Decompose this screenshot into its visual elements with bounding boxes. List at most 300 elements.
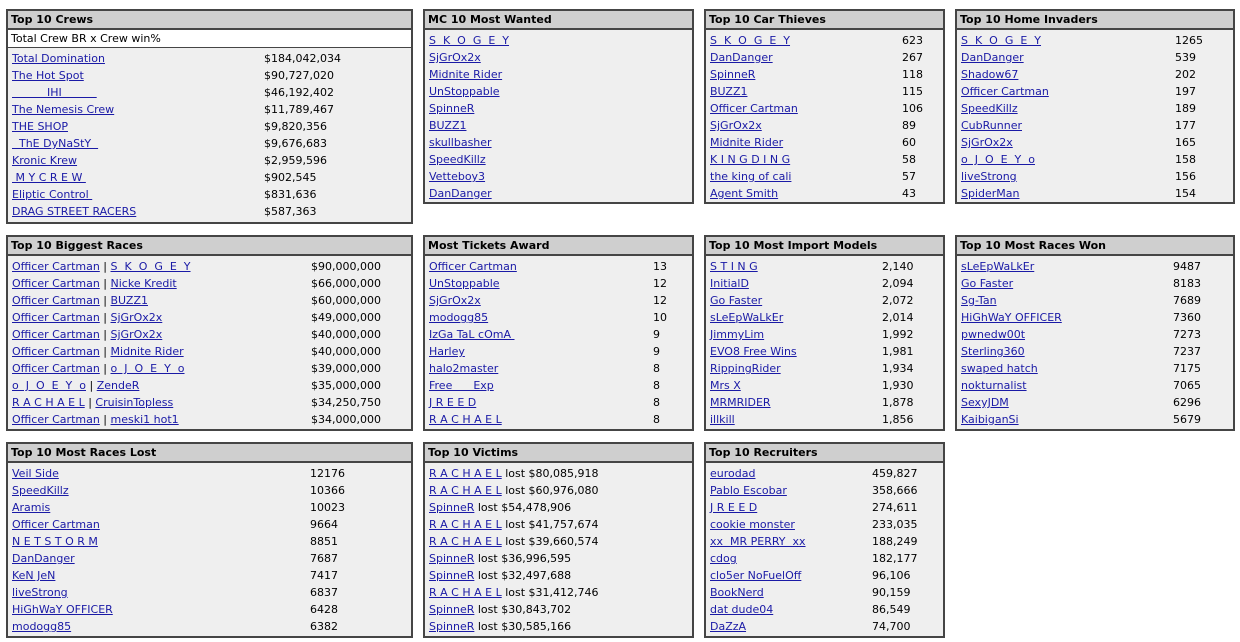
player-link[interactable]: Vetteboy3 <box>429 170 486 183</box>
table-row <box>425 169 692 186</box>
panel-victims <box>423 442 694 638</box>
player-link[interactable]: liveStrong <box>12 586 68 599</box>
player-link[interactable]: Free Exp <box>429 379 494 392</box>
table-row <box>8 68 411 85</box>
player-link[interactable]: Officer Cartman <box>12 260 100 273</box>
victim-entry <box>429 619 571 634</box>
table-row <box>8 170 411 187</box>
player-link[interactable]: Officer Cartman <box>12 294 100 307</box>
loss-amount: lost $32,497,688 <box>477 569 572 582</box>
player-link[interactable]: cookie monster <box>710 518 795 531</box>
race-amount: $60,000,000 <box>311 294 381 307</box>
race-amount: $34,250,750 <box>311 396 381 409</box>
player-link[interactable]: S K O G E Y <box>710 34 791 47</box>
race-players <box>12 276 177 291</box>
table-row <box>706 152 943 169</box>
row-value: 156 <box>1175 170 1196 183</box>
race-players <box>12 310 162 325</box>
row-value: 8 <box>653 362 660 375</box>
player-link[interactable]: Officer Cartman <box>710 102 798 115</box>
table-row <box>425 534 692 551</box>
race-players <box>12 395 173 410</box>
row-value: 7687 <box>310 552 338 565</box>
row-value: 10366 <box>310 484 345 497</box>
player-link[interactable]: HiGhWaY OFFICER <box>12 603 113 616</box>
rows <box>957 30 1233 203</box>
panel-title: MC 10 Most Wanted <box>425 11 692 30</box>
table-row <box>425 50 692 67</box>
panel-title: Top 10 Most Races Won <box>957 237 1233 256</box>
loss-amount: lost $36,996,595 <box>477 552 572 565</box>
player-link[interactable]: SpinneR <box>429 603 475 616</box>
player-link[interactable]: MRMRIDER <box>710 396 771 409</box>
player-link[interactable]: R A C H A E L <box>429 586 502 599</box>
table-row <box>706 310 943 327</box>
panel-title: Top 10 Victims <box>425 444 692 463</box>
row-value: 539 <box>1175 51 1196 64</box>
panel-title: Top 10 Recruiters <box>706 444 943 463</box>
loss-amount: lost $41,757,674 <box>505 518 599 531</box>
player-link[interactable]: sLeEpWaLkEr <box>710 311 784 324</box>
row-value: 60 <box>902 136 916 149</box>
row-value: 623 <box>902 34 923 47</box>
player-link[interactable]: The Hot Spot <box>12 69 84 82</box>
table-row <box>957 395 1233 412</box>
table-row <box>8 412 411 429</box>
row-value: 165 <box>1175 136 1196 149</box>
row-value: 8 <box>653 396 660 409</box>
separator: | <box>99 345 111 358</box>
player-link[interactable]: S K O G E Y <box>961 34 1042 47</box>
panel-title: Top 10 Crews <box>8 11 411 30</box>
row-value: 6382 <box>310 620 338 633</box>
race-players <box>12 412 179 427</box>
player-link[interactable]: o J O E Y o <box>961 153 1035 166</box>
player-link[interactable]: UnStoppable <box>429 85 500 98</box>
row-value: 7273 <box>1173 328 1201 341</box>
rows <box>425 463 692 636</box>
player-link[interactable]: SpinneR <box>429 501 475 514</box>
player-link[interactable]: modogg85 <box>429 311 489 324</box>
player-link[interactable]: IHI <box>12 86 97 99</box>
row-value: 57 <box>902 170 916 183</box>
table-row <box>957 169 1233 186</box>
player-link[interactable]: IzGa TaL cOmA <box>429 328 515 341</box>
player-link[interactable]: Officer Cartman <box>12 413 100 426</box>
table-row <box>425 186 692 203</box>
player-link[interactable]: SjGrOx2x <box>710 119 762 132</box>
opponent-link[interactable]: ZendeR <box>96 379 140 392</box>
player-link[interactable]: SjGrOx2x <box>961 136 1013 149</box>
player-link[interactable]: J R E E D <box>429 396 477 409</box>
table-row <box>957 259 1233 276</box>
player-link[interactable]: SjGrOx2x <box>429 294 481 307</box>
subheader: Total Crew BR x Crew win% <box>8 30 411 48</box>
table-row <box>706 327 943 344</box>
opponent-link[interactable]: o J O E Y o <box>110 362 185 375</box>
player-link[interactable]: Officer Cartman <box>429 260 517 273</box>
panel-car-thieves <box>704 9 945 204</box>
table-row <box>425 483 692 500</box>
race-players <box>12 361 185 376</box>
player-link[interactable]: SpinneR <box>429 569 475 582</box>
panel-title: Top 10 Home Invaders <box>957 11 1233 30</box>
player-link[interactable]: ThE DyNaStY <box>12 137 99 150</box>
player-link[interactable]: clo5er NoFuelOff <box>710 569 802 582</box>
row-value: $184,042,034 <box>264 52 341 65</box>
rows <box>957 256 1233 429</box>
table-row <box>8 517 411 534</box>
row-value: 90,159 <box>872 586 911 599</box>
race-amount: $90,000,000 <box>311 260 381 273</box>
loss-amount: lost $30,843,702 <box>477 603 572 616</box>
race-amount: $40,000,000 <box>311 328 381 341</box>
opponent-link[interactable]: BUZZ1 <box>110 294 148 307</box>
player-link[interactable]: nokturnalist <box>961 379 1027 392</box>
panel-races-won <box>955 235 1235 431</box>
player-link[interactable]: SpinneR <box>429 102 475 115</box>
table-row <box>706 186 943 203</box>
row-value: 10023 <box>310 501 345 514</box>
player-link[interactable]: Mrs X <box>710 379 741 392</box>
player-link[interactable]: the king of cali <box>710 170 792 183</box>
player-link[interactable]: HiGhWaY OFFICER <box>961 311 1062 324</box>
separator: | <box>84 396 96 409</box>
table-row <box>425 33 692 50</box>
table-row <box>706 50 943 67</box>
table-row <box>957 293 1233 310</box>
table-row <box>425 500 692 517</box>
table-row <box>8 136 411 153</box>
table-row <box>957 152 1233 169</box>
player-link[interactable]: Officer Cartman <box>961 85 1049 98</box>
player-link[interactable]: DanDanger <box>710 51 773 64</box>
player-link[interactable]: BUZZ1 <box>710 85 748 98</box>
row-value: 2,072 <box>882 294 914 307</box>
victim-entry <box>429 602 571 617</box>
player-link[interactable]: o J O E Y o <box>12 379 86 392</box>
row-value: 8 <box>653 379 660 392</box>
separator: | <box>99 277 111 290</box>
table-row <box>8 483 411 500</box>
player-link[interactable]: Sterling360 <box>961 345 1025 358</box>
player-link[interactable]: Pablo Escobar <box>710 484 787 497</box>
table-row <box>8 259 411 276</box>
separator: | <box>86 379 97 392</box>
table-row <box>425 259 692 276</box>
player-link[interactable]: Officer Cartman <box>12 518 100 531</box>
player-link[interactable]: SpinneR <box>710 68 756 81</box>
loss-amount: lost $39,660,574 <box>505 535 599 548</box>
table-row <box>706 534 943 551</box>
table-row <box>425 517 692 534</box>
player-link[interactable]: RippingRider <box>710 362 781 375</box>
player-link[interactable]: KaibiganSi <box>961 413 1019 426</box>
separator: | <box>99 260 111 273</box>
table-row <box>706 293 943 310</box>
row-value: 12 <box>653 277 667 290</box>
row-value: 459,827 <box>872 467 918 480</box>
row-value: $11,789,467 <box>264 103 334 116</box>
player-link[interactable]: skullbasher <box>429 136 492 149</box>
table-row <box>706 619 943 636</box>
row-value: 2,014 <box>882 311 914 324</box>
table-row <box>425 67 692 84</box>
row-value: 6428 <box>310 603 338 616</box>
table-row <box>8 327 411 344</box>
player-link[interactable]: SpeedKillz <box>429 153 486 166</box>
player-link[interactable]: DaZzA <box>710 620 747 633</box>
table-row <box>957 412 1233 429</box>
separator: | <box>99 294 111 307</box>
row-value: 9 <box>653 345 660 358</box>
race-players <box>12 378 139 393</box>
player-link[interactable]: The Nemesis Crew <box>12 103 115 116</box>
table-row <box>706 33 943 50</box>
player-link[interactable]: swaped hatch <box>961 362 1038 375</box>
player-link[interactable]: J R E E D <box>710 501 758 514</box>
table-row <box>425 361 692 378</box>
player-link[interactable]: R A C H A E L <box>429 467 502 480</box>
opponent-link[interactable]: SjGrOx2x <box>110 311 163 324</box>
row-value: 7175 <box>1173 362 1201 375</box>
table-row <box>425 619 692 636</box>
player-link[interactable]: Officer Cartman <box>12 362 100 375</box>
row-value: 12176 <box>310 467 345 480</box>
player-link[interactable]: SpeedKillz <box>961 102 1018 115</box>
table-row <box>706 412 943 429</box>
race-players <box>12 327 162 342</box>
row-value: 188,249 <box>872 535 918 548</box>
player-link[interactable]: Officer Cartman <box>12 311 100 324</box>
player-link[interactable]: SpiderMan <box>961 187 1020 200</box>
opponent-link[interactable]: SjGrOx2x <box>110 328 163 341</box>
race-amount: $34,000,000 <box>311 413 381 426</box>
player-link[interactable]: illkill <box>710 413 735 426</box>
row-value: 1,930 <box>882 379 914 392</box>
table-row <box>957 50 1233 67</box>
race-amount: $49,000,000 <box>311 311 381 324</box>
row-value: 118 <box>902 68 923 81</box>
row-value: 154 <box>1175 187 1196 200</box>
panel-title: Top 10 Car Thieves <box>706 11 943 30</box>
opponent-link[interactable]: CruisinTopless <box>95 396 174 409</box>
separator: | <box>99 328 111 341</box>
player-link[interactable]: Kronic Krew <box>12 154 78 167</box>
table-row <box>8 534 411 551</box>
player-link[interactable]: BookNerd <box>710 586 764 599</box>
player-link[interactable]: Veil Side <box>12 467 59 480</box>
separator: | <box>99 413 111 426</box>
player-link[interactable]: DanDanger <box>429 187 492 200</box>
race-players <box>12 293 148 308</box>
player-link[interactable]: modogg85 <box>12 620 72 633</box>
table-row <box>957 118 1233 135</box>
player-link[interactable]: Total Domination <box>12 52 105 65</box>
row-value: 10 <box>653 311 667 324</box>
row-value: 274,611 <box>872 501 918 514</box>
table-row <box>706 483 943 500</box>
panel-recruiters <box>704 442 945 638</box>
table-row <box>425 101 692 118</box>
table-row <box>706 169 943 186</box>
table-row <box>425 466 692 483</box>
panel-title: Top 10 Most Import Models <box>706 237 943 256</box>
table-row <box>957 33 1233 50</box>
player-link[interactable]: S K O G E Y <box>429 34 510 47</box>
player-link[interactable]: R A C H A E L <box>429 413 502 426</box>
table-row <box>706 84 943 101</box>
player-link[interactable]: liveStrong <box>961 170 1017 183</box>
table-row <box>8 395 411 412</box>
row-value: 7065 <box>1173 379 1201 392</box>
table-row <box>8 585 411 602</box>
player-link[interactable]: EVO8 Free Wins <box>710 345 797 358</box>
victim-entry <box>429 551 571 566</box>
table-row <box>706 276 943 293</box>
victim-entry <box>429 534 599 549</box>
row-value: 177 <box>1175 119 1196 132</box>
row-value: 9487 <box>1173 260 1201 273</box>
player-link[interactable]: Officer Cartman <box>12 277 100 290</box>
row-value: $831,636 <box>264 188 317 201</box>
panel-races-lost <box>6 442 413 638</box>
table-row <box>706 395 943 412</box>
table-row <box>706 378 943 395</box>
table-row <box>706 602 943 619</box>
opponent-link[interactable]: meski1 hot1 <box>110 413 179 426</box>
player-link[interactable]: Agent Smith <box>710 187 779 200</box>
table-row <box>957 135 1233 152</box>
player-link[interactable]: Officer Cartman <box>12 328 100 341</box>
player-link[interactable]: Aramis <box>12 501 51 514</box>
table-row <box>706 101 943 118</box>
table-row <box>8 344 411 361</box>
player-link[interactable]: R A C H A E L <box>429 535 502 548</box>
player-link[interactable]: Eliptic Control <box>12 188 93 201</box>
row-value: 12 <box>653 294 667 307</box>
player-link[interactable]: Sg-Tan <box>961 294 997 307</box>
player-link[interactable]: SexyJDM <box>961 396 1009 409</box>
player-link[interactable]: BUZZ1 <box>429 119 467 132</box>
player-link[interactable]: THE SHOP <box>12 120 68 133</box>
table-row <box>8 500 411 517</box>
row-value: 43 <box>902 187 916 200</box>
row-value: 86,549 <box>872 603 911 616</box>
player-link[interactable]: Midnite Rider <box>710 136 784 149</box>
table-row <box>425 551 692 568</box>
player-link[interactable]: DanDanger <box>12 552 75 565</box>
player-link[interactable]: JimmyLim <box>710 328 765 341</box>
player-link[interactable]: dat dude04 <box>710 603 774 616</box>
rows <box>425 30 692 203</box>
player-link[interactable]: SpinneR <box>429 552 475 565</box>
table-row <box>706 585 943 602</box>
player-link[interactable]: sLeEpWaLkEr <box>961 260 1035 273</box>
rows <box>8 48 411 221</box>
player-link[interactable]: Go Faster <box>961 277 1014 290</box>
panel-most-wanted <box>423 9 694 204</box>
player-link[interactable]: SpinneR <box>429 620 475 633</box>
player-link[interactable]: R A C H A E L <box>429 484 502 497</box>
player-link[interactable]: cdog <box>710 552 737 565</box>
race-players <box>12 344 184 359</box>
player-link[interactable]: R A C H A E L <box>429 518 502 531</box>
table-row <box>425 327 692 344</box>
player-link[interactable]: Go Faster <box>710 294 763 307</box>
row-value: 96,106 <box>872 569 911 582</box>
player-link[interactable]: SpeedKillz <box>12 484 69 497</box>
player-link[interactable]: Midnite Rider <box>429 68 503 81</box>
player-link[interactable]: Officer Cartman <box>12 345 100 358</box>
player-link[interactable]: CubRunner <box>961 119 1022 132</box>
player-link[interactable]: KeN JeN <box>12 569 56 582</box>
row-value: $902,545 <box>264 171 317 184</box>
table-row <box>706 135 943 152</box>
row-value: 7237 <box>1173 345 1201 358</box>
player-link[interactable]: Harley <box>429 345 465 358</box>
opponent-link[interactable]: S K O G E Y <box>110 260 191 273</box>
panel-title: Most Tickets Award <box>425 237 692 256</box>
row-value: 106 <box>902 102 923 115</box>
table-row <box>425 602 692 619</box>
panel-title: Top 10 Biggest Races <box>8 237 411 256</box>
row-value: 158 <box>1175 153 1196 166</box>
table-row <box>425 412 692 429</box>
table-row <box>425 395 692 412</box>
row-value: 189 <box>1175 102 1196 115</box>
player-link[interactable]: Shadow67 <box>961 68 1019 81</box>
table-row <box>957 327 1233 344</box>
row-value: 7689 <box>1173 294 1201 307</box>
opponent-link[interactable]: Nicke Kredit <box>110 277 177 290</box>
row-value: 8183 <box>1173 277 1201 290</box>
player-link[interactable]: S T I N G <box>710 260 758 273</box>
table-row <box>706 118 943 135</box>
table-row <box>8 293 411 310</box>
table-row <box>8 276 411 293</box>
panel-title: Top 10 Most Races Lost <box>8 444 411 463</box>
table-row <box>8 378 411 395</box>
loss-amount: lost $31,412,746 <box>505 586 599 599</box>
rows <box>425 256 692 429</box>
panel-import-models <box>704 235 945 431</box>
table-row <box>8 204 411 221</box>
row-value: 1,992 <box>882 328 914 341</box>
table-row <box>8 102 411 119</box>
player-link[interactable]: DRAG STREET RACERS <box>12 205 137 218</box>
player-link[interactable]: K I N G D I N G <box>710 153 791 166</box>
player-link[interactable]: N E T S T O R M <box>12 535 98 548</box>
row-value: $9,676,683 <box>264 137 327 150</box>
player-link[interactable]: xx MR PERRY xx <box>710 535 806 548</box>
player-link[interactable]: M Y C R E W <box>12 171 86 184</box>
table-row <box>706 361 943 378</box>
player-link[interactable]: UnStoppable <box>429 277 500 290</box>
player-link[interactable]: pwnedw00t <box>961 328 1026 341</box>
player-link[interactable]: halo2master <box>429 362 499 375</box>
player-link[interactable]: eurodad <box>710 467 756 480</box>
table-row <box>425 585 692 602</box>
panel-most-tickets <box>423 235 694 431</box>
player-link[interactable]: DanDanger <box>961 51 1024 64</box>
opponent-link[interactable]: Midnite Rider <box>110 345 184 358</box>
player-link[interactable]: R A C H A E L <box>12 396 85 409</box>
player-link[interactable]: InitialD <box>710 277 749 290</box>
table-row <box>8 153 411 170</box>
player-link[interactable]: SjGrOx2x <box>429 51 481 64</box>
row-value: 2,094 <box>882 277 914 290</box>
